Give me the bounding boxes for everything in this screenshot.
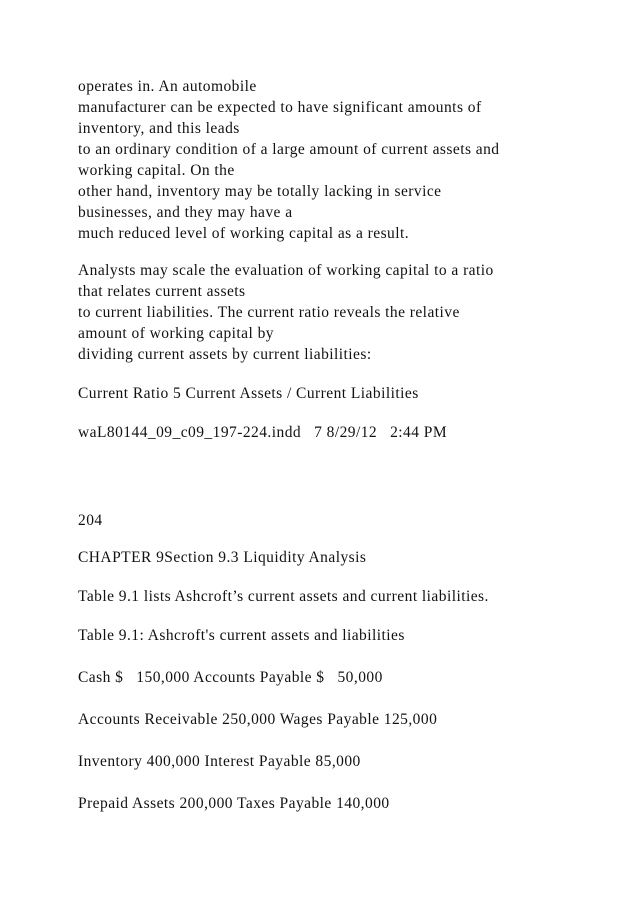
table-row: Prepaid Assets 200,000 Taxes Payable 140,000 xyxy=(78,795,390,812)
paragraph-1-line-6: other hand, inventory may be totally lacking in service xyxy=(78,183,442,200)
table-caption: Table 9.1: Ashcroft's current assets and liabilities xyxy=(78,627,405,644)
current-ratio-formula: Current Ratio 5 Current Assets / Current Liabilities xyxy=(78,385,419,402)
file-info: waL80144_09_c09_197-224.indd 7 8/29/12 2:44 PM xyxy=(78,424,448,441)
paragraph-2-line-3: to current liabilities. The current ratio reveals the relative xyxy=(78,304,460,321)
paragraph-1-line-7: businesses, and they may have a xyxy=(78,204,293,221)
table-row: Cash $ 150,000 Accounts Payable $ 50,000 xyxy=(78,669,383,686)
table-row: Accounts Receivable 250,000 Wages Payable 125,000 xyxy=(78,711,438,728)
table-row: Inventory 400,000 Interest Payable 85,000 xyxy=(78,753,361,770)
chapter-heading: CHAPTER 9Section 9.3 Liquidity Analysis xyxy=(78,549,367,566)
page-number: 204 xyxy=(78,512,103,529)
paragraph-1-line-2: manufacturer can be expected to have significant amounts of xyxy=(78,99,482,116)
paragraph-1-line-8: much reduced level of working capital as a result. xyxy=(78,225,410,242)
paragraph-1-line-4: to an ordinary condition of a large amount of current assets and xyxy=(78,141,500,158)
paragraph-1-line-3: inventory, and this leads xyxy=(78,120,240,137)
table-intro: Table 9.1 lists Ashcroft’s current assets and current liabilities. xyxy=(78,588,489,605)
paragraph-1-line-5: working capital. On the xyxy=(78,162,235,179)
paragraph-2-line-4: amount of working capital by xyxy=(78,325,274,342)
paragraph-1-line-1: operates in. An automobile xyxy=(78,78,257,95)
paragraph-2-line-2: that relates current assets xyxy=(78,283,246,300)
paragraph-2-line-5: dividing current assets by current liabilities: xyxy=(78,346,372,363)
paragraph-2-line-1: Analysts may scale the evaluation of working capital to a ratio xyxy=(78,262,494,279)
